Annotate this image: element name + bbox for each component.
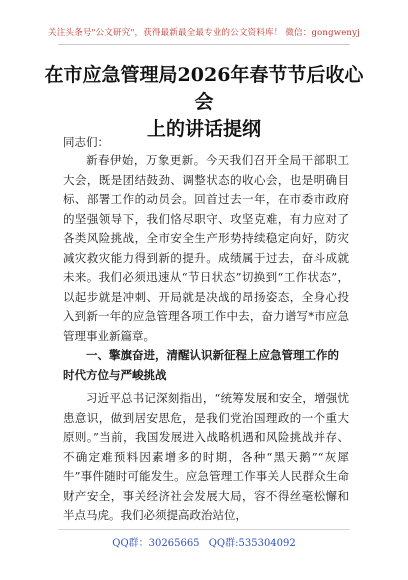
salutation: 同志们： [63, 135, 109, 149]
paragraph-section-1: 习近平总书记深刻指出，“统筹发展和安全，增强忧患意识，做到居安思危，是我们党治国理政的一个重大原则。”当前，我国发展进入战略机遇和风险挑战并存、不确定难预料因素增多的时期，各种“黑天鹅”“灰犀牛”事件随时可能发生。应急管理工作事关人民群众生命财产安全，事关经济社会发展大局，容不得丝毫松懈和半点马虎。我们必须提高政治站位， [63, 391, 349, 522]
footer-divider [58, 529, 350, 530]
header-promo-note: 关注头条号"公文研究"，获得最新最全最专业的公文资料库！ 微信：gongwenyj [48, 28, 360, 38]
header-divider [58, 44, 350, 45]
document-title [40, 62, 368, 143]
title-line-1: 在市应急管理局2026年春节节后收心会 [44, 64, 364, 113]
section-heading-1: 一、擎旗奋进，清醒认识新征程上应急管理工作的时代方位与严峻挑战 [63, 348, 339, 382]
title-line-2: 上的讲话提纲 [146, 118, 261, 140]
paragraph-intro: 新春伊始，万象更新。今天我们召开全局干部职工大会，既是团结鼓劲、调整状态的收心会，也是明确目标、部署工作的动员会。回首过去一年，在市委市政府的坚强领导下，我们恪尽职守、攻坚克难，有力应对了各类风险挑战，全市安全生产形势持续稳定向好，防灾减灾救灾能力得到新的提升。成绩属于过去，奋斗成就未来。我们必须迅速从“节日状态”切换到“工作状态”，以起步就是冲刺、开局就是决战的昂扬姿态，全身心投入到新一年的应急管理各项工作中去，奋力谱写*市应急管理事业新篇章。 [63, 153, 349, 343]
footer-qq-groups: QQ群：30265665 QQ群:535304092 [112, 538, 296, 549]
